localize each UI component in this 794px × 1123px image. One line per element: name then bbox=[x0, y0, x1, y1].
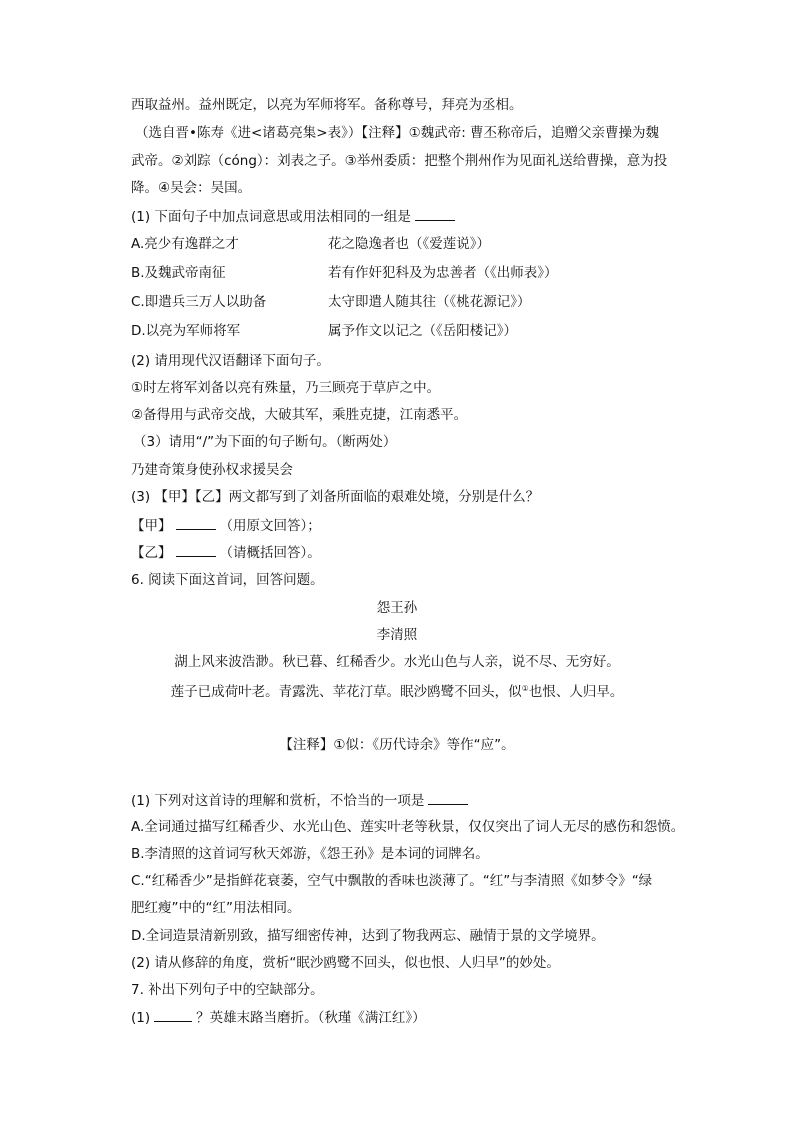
option-right: 花之隐逸者也（《爱莲说》） bbox=[328, 236, 490, 252]
poem-line-text: 莲子已成荷叶老。青露洗、苹花汀草。眠沙鸥鹭不回头，似 bbox=[170, 684, 522, 700]
source-note-line: 武帝。②刘踪（cóng）：刘表之子。③举州委质：把整个荆州作为见面礼送给曹操，意为投 bbox=[131, 153, 668, 169]
translation-sentence: ①时左将军刘备以亮有殊量，乃三顾亮于草庐之中。 bbox=[131, 380, 441, 396]
item-number: (1) bbox=[131, 1010, 151, 1026]
poem-line: 湖上风来波浩渺。秋已暮、红稀香少。水光山色与人亲，说不尽、无穷好。 bbox=[174, 654, 620, 670]
option-left: A.亮少有逸群之才 bbox=[131, 236, 239, 252]
answer-blank[interactable] bbox=[176, 543, 216, 557]
fill-in-text: ？英雄末路当磨折。（秋瑾《满江红》） bbox=[196, 1010, 426, 1026]
answer-hint: （用原文回答）； bbox=[219, 518, 321, 534]
source-note-line: 降。④吴会：吴国。 bbox=[131, 180, 252, 196]
poem-line-text: 也恨、人归早。 bbox=[528, 684, 624, 700]
question-stem-text: (1) 下面句子中加点词意思或用法相同的一组是 bbox=[131, 209, 411, 225]
poem-note: 【注释】①似：《历代诗余》等作“应”。 bbox=[279, 737, 515, 753]
option-left: D.以亮为军师将军 bbox=[131, 323, 241, 339]
answer-blank[interactable] bbox=[415, 207, 455, 221]
punctuation-sentence: 乃建奇策身使孙权求援吴会 bbox=[131, 462, 293, 478]
option-line: B.李清照的这首词写秋天郊游，《怨王孙》是本词的词牌名。 bbox=[131, 846, 489, 862]
answer-blank[interactable] bbox=[176, 516, 216, 530]
source-note-line: （选自晋•陈寿《进<诸葛亮集>表》）【注释】①魏武帝: 曹丕称帝后，追赠父亲曹操为魏 bbox=[135, 125, 660, 141]
poem-author: 李清照 bbox=[376, 627, 418, 643]
question-stem: (2) 请从修辞的角度，赏析“眠沙鸥鹭不回头，似也恨、人归早”的妙处。 bbox=[131, 955, 560, 971]
answer-hint: （请概括回答）。 bbox=[219, 545, 321, 561]
option-left: B.及魏武帝南征 bbox=[131, 265, 226, 281]
poem-line bbox=[0, 680, 794, 701]
option-line: A.全词通过描写红稀香少、水光山色、莲实叶老等秋景，仅仅突出了词人无尽的感伤和怨愤。 bbox=[131, 819, 685, 835]
answer-line-jia bbox=[131, 516, 321, 535]
question-stem bbox=[131, 207, 459, 226]
option-line: D.全词造景清新别致，描写细密传神，达到了物我两忘、融情于景的文学境界。 bbox=[131, 928, 605, 944]
answer-blank[interactable] bbox=[428, 791, 468, 805]
option-line: C.“红稀香少”是指鲜花衰萎，空气中飘散的香味也淡薄了。“红”与李清照《如梦令》“绿 bbox=[131, 873, 653, 889]
fill-in-line bbox=[131, 1008, 426, 1027]
option-line: 肥红瘦”中的“红”用法相同。 bbox=[131, 900, 301, 916]
question-heading: 7. 补出下列句子中的空缺部分。 bbox=[131, 982, 324, 998]
question-heading: 6. 阅读下面这首词，回答问题。 bbox=[131, 572, 324, 588]
option-right: 若有作奸犯科及为忠善者（《出师表》） bbox=[328, 265, 558, 281]
passage-line: 西取益州。益州既定，以亮为军师将军。备称尊号，拜亮为丞相。 bbox=[131, 97, 523, 113]
answer-label: 【甲】 bbox=[131, 518, 172, 534]
option-right: 属予作文以记之（《岳阳楼记》） bbox=[328, 323, 517, 339]
question-stem: （3）请用“/”为下面的句子断句。（断两处） bbox=[133, 434, 397, 450]
answer-label: 【乙】 bbox=[131, 545, 172, 561]
option-left: C.即遣兵三万人以助备 bbox=[131, 294, 267, 310]
footnote-mark: ① bbox=[521, 684, 529, 693]
option-right: 太守即遣人随其往（《桃花源记》） bbox=[328, 294, 531, 310]
poem-title: 怨王孙 bbox=[376, 600, 418, 616]
translation-sentence: ②备得用与武帝交战，大破其军，乘胜克捷，江南悉平。 bbox=[131, 407, 468, 423]
answer-blank[interactable] bbox=[154, 1008, 192, 1022]
question-stem: (3) 【甲】【乙】两文都写到了刘备所面临的艰难处境，分别是什么？ bbox=[131, 489, 540, 505]
question-stem bbox=[131, 791, 472, 810]
answer-line-yi bbox=[131, 543, 321, 562]
question-stem-text: (1) 下列对这首诗的理解和赏析，不恰当的一项是 bbox=[131, 793, 425, 809]
question-stem: (2) 请用现代汉语翻译下面句子。 bbox=[131, 353, 330, 369]
